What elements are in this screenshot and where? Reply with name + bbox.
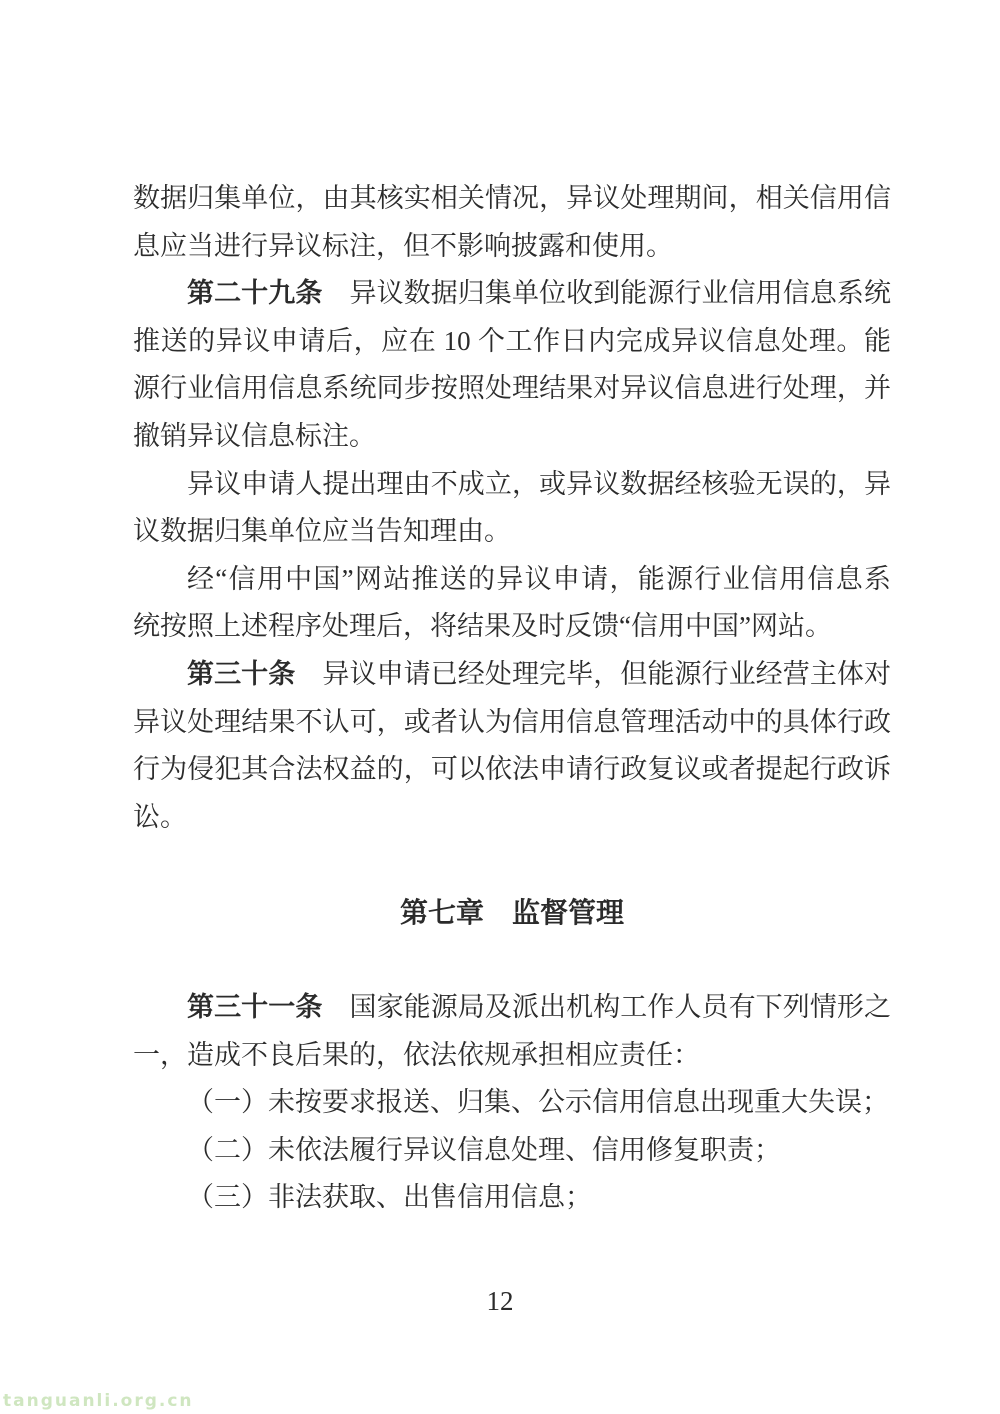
- text-line: [133, 1174, 891, 1222]
- text-line: [133, 699, 891, 747]
- article-number: 第七章 监督管理: [399, 896, 624, 928]
- text-line: [133, 365, 891, 413]
- document-body: [133, 175, 891, 1222]
- text-segment: （三）非法获取、出售信用信息；: [187, 1182, 592, 1213]
- text-segment: 撤销异议信息标注。: [133, 420, 376, 451]
- text-segment: 异议数据归集单位收到能源行业信用信息系统: [322, 278, 891, 309]
- text-segment: 讼。: [133, 801, 187, 832]
- text-segment: 行为侵犯其合法权益的，可以依法申请行政复议或者提起行政诉: [133, 754, 891, 785]
- text-line: [133, 651, 891, 699]
- text-line: [133, 1032, 891, 1080]
- text-line: [133, 746, 891, 794]
- text-segment: 推送的异议申请后，应在 10 个工作日内完成异议信息处理。能: [133, 325, 891, 356]
- text-segment: 异议申请人提出理由不成立，或异议数据经核验无误的，异: [187, 468, 891, 499]
- spacer-line: [133, 937, 891, 985]
- text-segment: 经“信用中国”网站推送的异议申请，能源行业信用信息系: [187, 563, 891, 594]
- text-segment: 一，造成不良后果的，依法依规承担相应责任：: [133, 1039, 700, 1070]
- text-line: [133, 318, 891, 366]
- text-line: [133, 508, 891, 556]
- page-number: 12: [486, 1286, 514, 1316]
- text-segment: 数据归集单位，由其核实相关情况，异议处理期间，相关信用信: [133, 183, 891, 213]
- text-line: [133, 603, 891, 651]
- text-segment: 异议申请已经处理完毕，但能源行业经营主体对: [295, 658, 891, 689]
- text-segment: （一）未按要求报送、归集、公示信用信息出现重大失误；: [187, 1087, 889, 1118]
- article-number: 第三十条: [187, 658, 296, 689]
- watermark: tanguanli.org.cn: [3, 1391, 194, 1411]
- text-segment: 源行业信用信息系统同步按照处理结果对异议信息进行处理，并: [133, 373, 891, 404]
- text-segment: 国家能源局及派出机构工作人员有下列情形之: [322, 992, 891, 1023]
- article-number: 第三十一条: [187, 992, 323, 1023]
- text-line: [133, 270, 891, 318]
- chapter-heading: [133, 889, 891, 937]
- text-line: [133, 1079, 891, 1127]
- text-segment: （二）未依法履行异议信息处理、信用修复职责；: [187, 1134, 781, 1165]
- text-line: [133, 175, 891, 223]
- text-line: [133, 556, 891, 604]
- text-line: [133, 1127, 891, 1175]
- article-number: 第二十九条: [187, 278, 323, 309]
- text-line: [133, 461, 891, 509]
- text-line: [133, 794, 891, 842]
- text-line: [133, 984, 891, 1032]
- text-line: [133, 223, 891, 271]
- text-segment: 息应当进行异议标注，但不影响披露和使用。: [133, 230, 673, 261]
- text-segment: 统按照上述程序处理后，将结果及时反馈“信用中国”网站。: [133, 611, 832, 642]
- text-segment: 异议处理结果不认可，或者认为信用信息管理活动中的具体行政: [133, 706, 891, 737]
- spacer-line: [133, 841, 891, 889]
- text-line: [133, 413, 891, 461]
- text-segment: 议数据归集单位应当告知理由。: [133, 516, 511, 547]
